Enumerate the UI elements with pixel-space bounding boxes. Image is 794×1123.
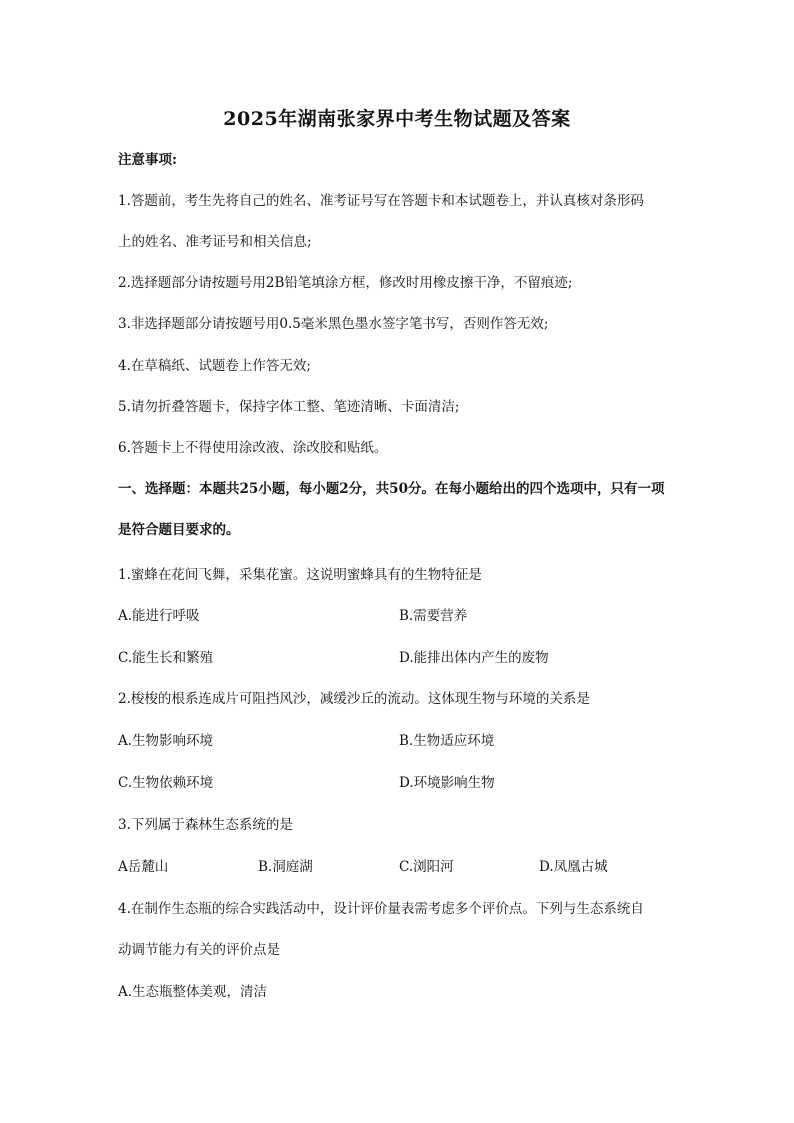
option-c: C.浏阳河 [399, 859, 454, 875]
option-c: C.生物依赖环境 [118, 775, 214, 791]
section-heading-cont: 是符合题目要求的。 [118, 522, 240, 538]
option-b: B.需要营养 [399, 608, 468, 624]
option-a: A.生态瓶整体美观，清洁 [118, 984, 268, 1000]
section-heading: 一、选择题：本题共25小题，每小题2分，共50分。在每小题给出的四个选项中，只有一项 [118, 481, 665, 497]
option-a: A.生物影响环境 [118, 733, 214, 749]
option-b: B.洞庭湖 [258, 859, 313, 875]
notice-item: 上的姓名、准考证号和相关信息; [118, 234, 312, 250]
question-stem: 4.在制作生态瓶的综合实践活动中，设计评价量表需考虑多个评价点。下列与生态系统自 [118, 901, 644, 917]
notice-item: 6.答题卡上不得使用涂改液、涂改胶和贴纸。 [118, 440, 388, 456]
option-b: B.生物适应环境 [399, 733, 495, 749]
notice-item: 3.非选择题部分请按题号用0.5毫米黑色墨水签字笔书写，否则作答无效; [118, 316, 549, 332]
option-a: A岳麓山 [118, 859, 169, 875]
notice-item: 5.请勿折叠答题卡，保持字体工整、笔迹清晰、卡面清洁; [118, 399, 460, 415]
notice-item: 2.选择题部分请按题号用2B铅笔填涂方框，修改时用橡皮擦干净，不留痕迹; [118, 275, 573, 291]
option-d: D.凤凰古城 [539, 859, 608, 875]
option-d: D.能排出体内产生的废物 [399, 650, 549, 666]
option-a: A.能进行呼吸 [118, 608, 200, 624]
notice-item: 4.在草稿纸、试题卷上作答无效; [118, 358, 311, 374]
option-c: C.能生长和繁殖 [118, 650, 214, 666]
notice-heading: 注意事项: [118, 152, 177, 168]
page-title: 2025年湖南张家界中考生物试题及答案 [223, 108, 571, 130]
question-stem: 1.蜜蜂在花间飞舞，采集花蜜。这说明蜜蜂具有的生物特征是 [118, 567, 482, 583]
question-stem-cont: 动调节能力有关的评价点是 [118, 942, 280, 958]
question-stem: 2.梭梭的根系连成片可阻挡风沙，减缓沙丘的流动。这体现生物与环境的关系是 [118, 691, 590, 707]
option-d: D.环境影响生物 [399, 775, 495, 791]
notice-item: 1.答题前，考生先将自己的姓名、准考证号写在答题卡和本试题卷上，并认真核对条形码 [118, 193, 644, 209]
question-stem: 3.下列属于森林生态系统的是 [118, 817, 293, 833]
